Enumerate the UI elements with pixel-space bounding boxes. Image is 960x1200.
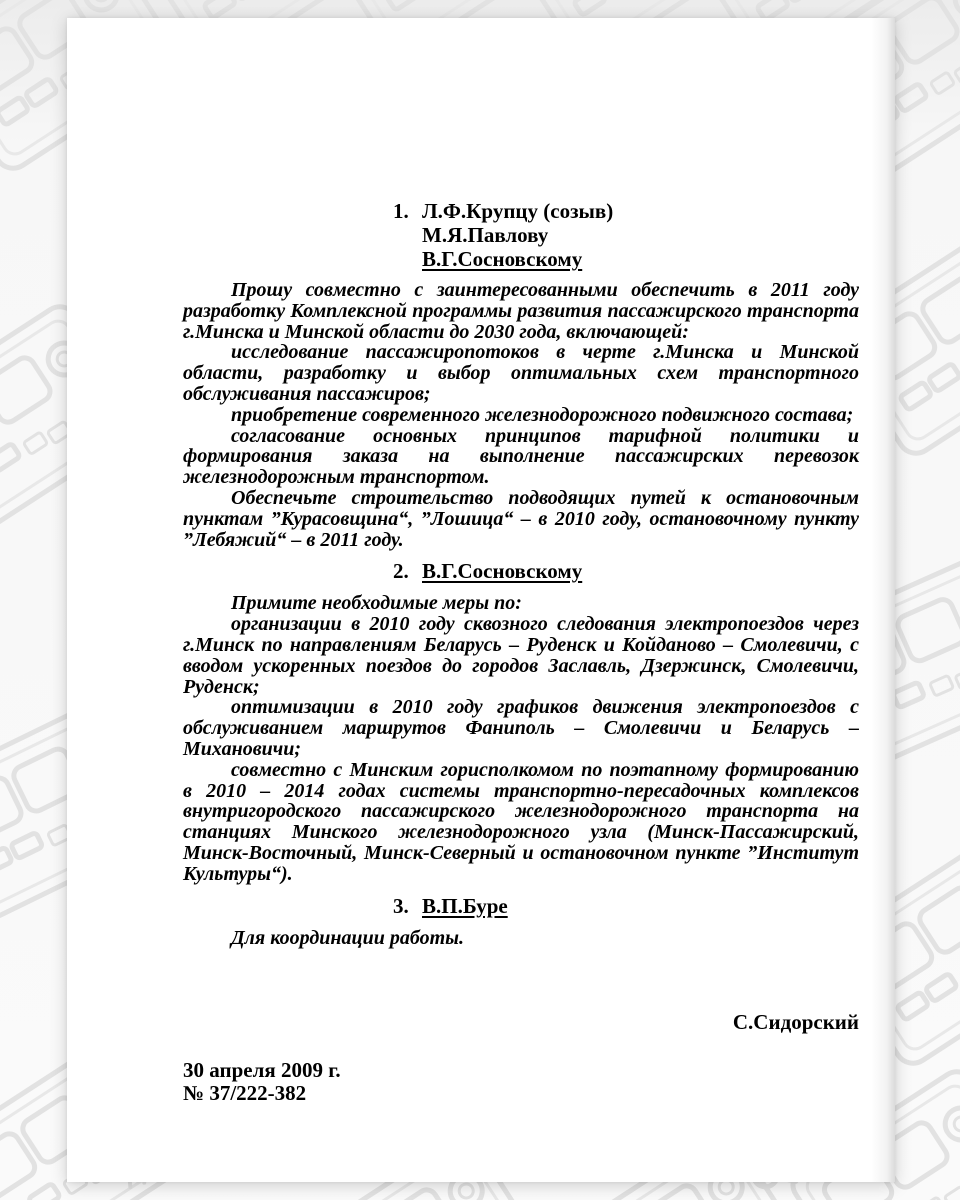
paragraph: согласование основных принципов тарифной политики и формирования заказа на выполнение пассажирских перевозок железнодорожным транспортом. (183, 424, 859, 489)
paragraph: Прошу совместно с заинтересованными обеспечить в 2011 году разработку Комплексной программы развития пассажирского транспорта г.Минска и Минской области до 2030 года, включающей: (183, 279, 859, 343)
document-page (67, 18, 895, 1182)
paragraph: приобретение современного железнодорожного подвижного состава; (231, 403, 854, 426)
section-3-number: 3. (393, 893, 409, 918)
addressee-krupets: Л.Ф.Крупцу (созыв) (422, 199, 614, 223)
signature: С.Сидорский (732, 1010, 859, 1035)
date-reference-block (183, 1059, 859, 1104)
paragraph: организации в 2010 году сквозного следования электропоездов через г.Минск по направлениям Беларусь – Руденск и Койданово – Смолевичи, с вводом ускоренных поездов до городов Заславль, Дзержинск, Смолевичи, Руденск; (183, 613, 859, 698)
addressee-sosnovsky: В.Г.Сосновскому (422, 559, 583, 584)
paragraph: Примите необходимые меры по: (231, 592, 522, 615)
section-1-heading (393, 199, 859, 271)
section-1-addressees (422, 199, 613, 271)
addressee-sosnovsky: В.Г.Сосновскому (422, 247, 583, 271)
document-date: 30 апреля 2009 г. (183, 1058, 341, 1083)
section-2-addressees (422, 558, 582, 584)
paragraph: Для координации работы. (231, 926, 465, 949)
addressee-bure: В.П.Буре (422, 893, 508, 918)
section-3-heading (393, 893, 859, 919)
addressee-pavlov: М.Я.Павлову (422, 223, 549, 247)
page-edge-shadow (871, 18, 895, 1182)
document-content (183, 18, 859, 1182)
paragraph: исследование пассажиропотоков в черте г.Минска и Минской области, разработку и выбор оптимальных схем транспортного обслуживания пассажиров; (183, 341, 859, 405)
paragraph: совместно с Минским горисполкомом по поэтапному формированию в 2010 – 2014 годах системы транспортно-пересадочных комплексов внутригородского пассажирского железнодорожного транспорта на станциях Минского железнодорожного узла (Минск-Пассажирский, Минск-Восточный, Минск-Северный и остановочном пункте ”Институт Культуры“). (183, 758, 859, 885)
section-1-number: 1. (393, 199, 409, 223)
paragraph: оптимизации в 2010 году графиков движения электропоездов с обслуживанием маршрутов Фаниполь – Смолевичи и Беларусь – Михановичи; (183, 696, 859, 760)
section-2-number: 2. (393, 559, 409, 584)
section-3-addressees (422, 893, 508, 919)
section-2-heading (393, 558, 859, 584)
paragraph: Обеспечьте строительство подводящих путей к остановочным пунктам ”Курасовщина“, ”Лошица“ – в 2010 году, остановочному пункту ”Лебяжий“ – в 2011 году. (183, 486, 859, 551)
reference-number: № 37/222-382 (183, 1080, 307, 1105)
